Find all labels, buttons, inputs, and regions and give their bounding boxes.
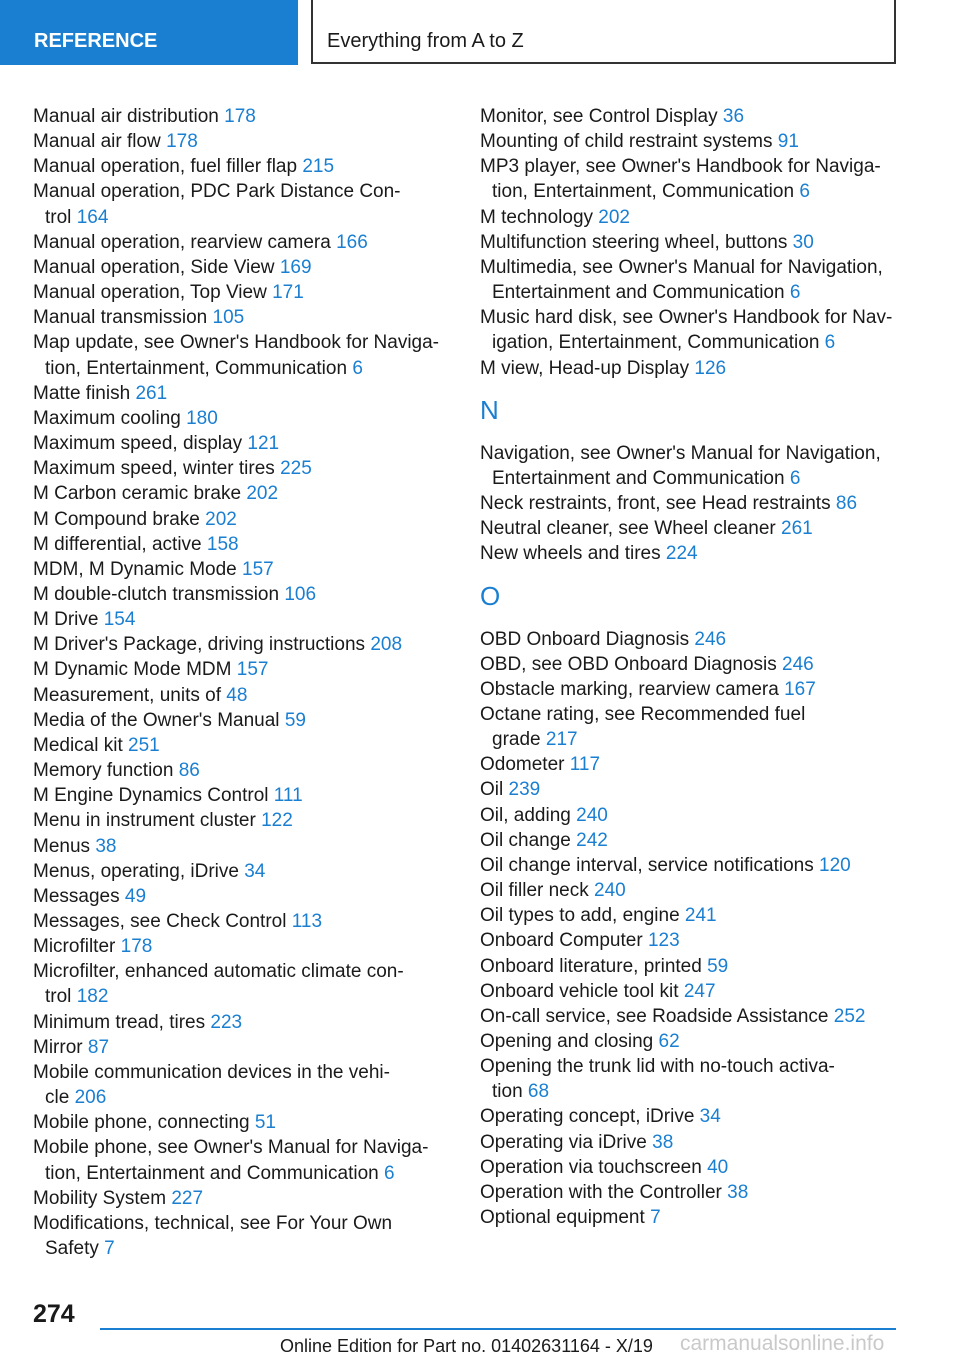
page-reference-link[interactable]: 62 (658, 1031, 680, 1052)
index-entry (33, 834, 453, 859)
index-term: Maximum cooling (33, 407, 181, 429)
index-letter-n: N (480, 394, 499, 425)
page-reference-link[interactable]: 261 (135, 382, 168, 404)
index-term: Microfilter (33, 936, 116, 958)
index-entry (480, 516, 900, 541)
page-reference-link[interactable]: 251 (128, 734, 160, 756)
index-entry (33, 909, 453, 934)
index-entry (33, 884, 453, 909)
index-term: Music hard disk, see Owner's Handbook for Nav- igation, Entertainment, Communication (480, 307, 893, 354)
index-entry (480, 828, 900, 853)
index-group-m-continued (480, 104, 900, 381)
page-reference-link[interactable]: 182 (76, 986, 109, 1008)
page-reference-link[interactable]: 7 (650, 1207, 661, 1229)
index-term: Monitor, see Control Display (480, 106, 718, 127)
index-term: Neck restraints, front, see Head restraints (480, 493, 831, 515)
index-entry (33, 1035, 453, 1060)
index-group-n (480, 441, 900, 567)
page-reference-link[interactable]: 171 (272, 282, 304, 304)
page-number: 274 (33, 1300, 75, 1328)
index-entry (33, 179, 453, 229)
index-term: Oil filler neck (480, 880, 589, 902)
index-term: Messages, see Check Control (33, 911, 287, 932)
index-entry (33, 783, 453, 808)
index-term: Oil (480, 779, 504, 801)
index-entry (33, 758, 453, 783)
index-group-o (480, 627, 900, 1231)
watermark: carmanualsonline.info (680, 1332, 885, 1355)
index-term: Mounting of child restraint systems (480, 131, 773, 153)
index-entry (33, 255, 453, 280)
page-reference-link[interactable]: 40 (707, 1156, 729, 1178)
page-reference-link[interactable]: 36 (722, 106, 745, 127)
page-reference-link[interactable]: 38 (95, 835, 117, 857)
index-term: Optional equipment (480, 1207, 645, 1229)
index-entry (480, 356, 900, 381)
index-entry (480, 491, 900, 516)
index-term: M Driver's Package, driving instructions (33, 634, 366, 656)
index-entry (480, 954, 900, 979)
index-term: Maximum speed, display (33, 433, 243, 455)
page-reference-link[interactable]: 7 (104, 1238, 115, 1260)
index-entry (33, 381, 453, 406)
page-reference-link[interactable]: 215 (302, 156, 335, 178)
index-term: Manual air flow (33, 131, 161, 153)
index-entry (33, 632, 453, 657)
page-reference-link[interactable]: 86 (178, 760, 200, 782)
page-reference-link[interactable]: 30 (792, 231, 814, 253)
page-reference-link[interactable]: 202 (246, 483, 279, 505)
page-reference-link[interactable]: 246 (694, 628, 727, 650)
page-reference-link[interactable]: 180 (186, 407, 218, 429)
index-entry (33, 808, 453, 833)
page-reference-link[interactable]: 91 (777, 131, 799, 153)
index-term: Manual operation, fuel filler flap (33, 156, 298, 178)
index-term: M technology (480, 206, 594, 228)
index-term: Mobile phone, connecting (33, 1112, 250, 1134)
index-entry (33, 733, 453, 758)
page-reference-link[interactable]: 208 (370, 634, 403, 656)
index-term: Manual air distribution (33, 106, 219, 127)
page-reference-link[interactable]: 59 (284, 709, 306, 731)
index-entry (480, 752, 900, 777)
index-term: Mirror (33, 1036, 83, 1058)
index-entry (480, 1004, 900, 1029)
footer-edition: Online Edition for Part no. 01402631164 - X/19 (280, 1336, 653, 1356)
page-reference-link[interactable]: 6 (824, 332, 836, 354)
page-reference-link[interactable]: 158 (206, 533, 239, 555)
index-entry (33, 230, 453, 255)
index-entry (33, 557, 453, 582)
index-entry (33, 280, 453, 305)
index-entry (480, 104, 900, 129)
index-term: M view, Head-up Display (480, 357, 690, 379)
index-term: Media of the Owner's Manual (33, 709, 280, 731)
index-term: Oil change interval, service notifications (480, 854, 814, 876)
index-entry (480, 1104, 900, 1129)
index-term: MP3 player, see Owner's Handbook for Naviga- tion, Entertainment, Communication (480, 156, 881, 203)
page-reference-link[interactable]: 121 (247, 433, 280, 455)
index-entry (33, 582, 453, 607)
index-entry (480, 230, 900, 255)
index-entry (33, 406, 453, 431)
index-entry (33, 129, 453, 154)
index-entry (480, 441, 900, 491)
index-term: M Engine Dynamics Control (33, 785, 269, 807)
index-entry (480, 205, 900, 230)
page-reference-link[interactable]: 34 (244, 860, 266, 882)
index-entry (33, 934, 453, 959)
page-reference-link[interactable]: 6 (799, 181, 810, 203)
index-entry (480, 154, 900, 204)
page-reference-link[interactable]: 164 (76, 206, 109, 228)
index-term: Menus, operating, iDrive (33, 860, 239, 882)
index-term: Odometer (480, 754, 565, 776)
page-reference-link[interactable]: 157 (236, 659, 269, 681)
index-term: M differential, active (33, 533, 202, 555)
index-entry (33, 532, 453, 557)
index-term: M double-clutch transmission (33, 583, 280, 605)
page-reference-link[interactable]: 169 (279, 256, 312, 278)
page-reference-link[interactable]: 34 (699, 1106, 721, 1128)
index-term: Mobility System (33, 1187, 167, 1209)
index-entry (33, 959, 453, 1009)
index-term: M Compound brake (33, 508, 200, 530)
index-entry (33, 1110, 453, 1135)
page-reference-link[interactable]: 202 (205, 508, 237, 530)
index-term: Matte finish (33, 382, 131, 404)
page-reference-link[interactable]: 6 (384, 1162, 395, 1184)
index-entry (480, 702, 900, 752)
index-entry (480, 1130, 900, 1155)
index-entry (33, 507, 453, 532)
index-term: M Dynamic Mode MDM (33, 659, 232, 681)
index-term: Oil types to add, engine (480, 905, 680, 927)
page-reference-link[interactable]: 117 (569, 754, 601, 776)
index-term: Multifunction steering wheel, buttons (480, 231, 788, 253)
page-reference-link[interactable]: 202 (598, 206, 630, 228)
page-reference-link[interactable]: 111 (273, 785, 303, 807)
index-term: Onboard literature, printed (480, 955, 702, 977)
page-reference-link[interactable]: 123 (647, 930, 680, 952)
page-reference-link[interactable]: 120 (819, 854, 851, 876)
index-entry (480, 853, 900, 878)
index-entry (33, 330, 453, 380)
index-entry (480, 803, 900, 828)
index-entry (33, 1060, 453, 1110)
page-reference-link[interactable]: 86 (835, 493, 858, 515)
index-entry (33, 154, 453, 179)
index-term: Onboard Computer (480, 930, 643, 952)
index-entry (480, 903, 900, 928)
index-term: Map update, see Owner's Handbook for Naviga- tion, Entertainment, Communication (33, 332, 440, 379)
page-reference-link[interactable]: 113 (291, 911, 323, 932)
index-term: Operating via iDrive (480, 1131, 647, 1153)
page-reference-link[interactable]: 6 (789, 467, 801, 489)
index-entry (33, 1010, 453, 1035)
page-reference-link[interactable]: 38 (727, 1181, 749, 1203)
index-term: Manual operation, PDC Park Distance Con- trol (33, 181, 401, 228)
index-entry (33, 305, 453, 330)
page-reference-link[interactable]: 51 (254, 1112, 276, 1134)
index-entry (33, 859, 453, 884)
index-term: New wheels and tires (480, 543, 661, 565)
index-entry (480, 1205, 900, 1230)
page-reference-link[interactable]: 242 (576, 829, 608, 851)
footer-divider (100, 1328, 896, 1330)
index-term: Manual operation, Top View (33, 282, 267, 304)
index-entry (33, 431, 453, 456)
index-term: Octane rating, see Recommended fuel grade (480, 703, 806, 751)
page-reference-link[interactable]: 217 (545, 729, 578, 751)
index-term: Mobile phone, see Owner's Manual for Naviga- tion, Entertainment and Communication (33, 1137, 429, 1184)
page-reference-link[interactable]: 240 (576, 804, 608, 826)
index-entry (33, 683, 453, 708)
index-term: Neutral cleaner, see Wheel cleaner (480, 518, 776, 540)
index-term: Microfilter, enhanced automatic climate con- trol (33, 961, 404, 1008)
index-entry (480, 1180, 900, 1205)
index-entry (33, 104, 453, 129)
page-reference-link[interactable]: 154 (103, 609, 136, 631)
page-reference-link[interactable]: 225 (280, 458, 312, 480)
page-reference-link[interactable]: 6 (352, 357, 363, 379)
index-term: Oil change (480, 829, 571, 851)
index-entry (33, 1135, 453, 1185)
page-reference-link[interactable]: 166 (336, 231, 368, 253)
index-term: Oil, adding (480, 804, 571, 826)
index-term: MDM, M Dynamic Mode (33, 558, 237, 580)
page-reference-link[interactable]: 157 (242, 558, 274, 580)
page-reference-link[interactable]: 246 (782, 653, 814, 675)
page-heading: Everything from A to Z (311, 0, 896, 64)
index-term: Mobile communication devices in the vehi- cle (33, 1061, 390, 1109)
page-reference-link[interactable]: 59 (707, 955, 729, 977)
index-term: OBD Onboard Diagnosis (480, 628, 690, 650)
page-reference-link[interactable]: 87 (87, 1036, 110, 1058)
index-term: Manual transmission (33, 307, 208, 329)
section-tab: REFERENCE (0, 0, 298, 65)
index-term: Opening the trunk lid with no-touch activa- tion (480, 1056, 835, 1103)
index-entry (480, 652, 900, 677)
index-term: Manual operation, Side View (33, 256, 275, 278)
page-reference-link[interactable]: 224 (665, 543, 698, 565)
page-reference-link[interactable]: 6 (789, 282, 801, 304)
index-entry (33, 456, 453, 481)
page-reference-link[interactable]: 227 (171, 1187, 204, 1209)
page-reference-link[interactable]: 178 (120, 936, 153, 958)
page-reference-link[interactable]: 38 (652, 1131, 674, 1153)
index-term: Multimedia, see Owner's Manual for Navigation, Entertainment and Communication (480, 256, 883, 304)
index-term: Modifications, technical, see For Your Own Safety (33, 1212, 393, 1260)
index-term: M Carbon ceramic brake (33, 483, 242, 505)
index-term: Navigation, see Owner's Manual for Navigation, Entertainment and Communication (480, 442, 881, 489)
index-entry (480, 1155, 900, 1180)
index-term: Operation with the Controller (480, 1181, 722, 1203)
page-reference-link[interactable]: 239 (508, 779, 541, 801)
page-reference-link[interactable]: 240 (594, 880, 626, 902)
index-column-left (33, 104, 453, 1261)
index-entry (33, 1186, 453, 1211)
index-entry (480, 878, 900, 903)
index-term: Messages (33, 885, 120, 907)
index-term: Medical kit (33, 734, 123, 756)
page-reference-link[interactable]: 223 (210, 1011, 243, 1033)
index-entry (480, 979, 900, 1004)
index-entry (480, 1054, 900, 1104)
page-reference-link[interactable]: 178 (224, 106, 256, 127)
index-entry (480, 777, 900, 802)
index-term: Opening and closing (480, 1031, 654, 1052)
index-term: Manual operation, rearview camera (33, 231, 331, 253)
page-reference-link[interactable]: 126 (694, 357, 727, 379)
page-reference-link[interactable]: 261 (781, 518, 813, 540)
index-term: Operating concept, iDrive (480, 1106, 695, 1128)
index-entry (33, 708, 453, 733)
index-entry (480, 255, 900, 305)
index-term: Onboard vehicle tool kit (480, 980, 679, 1002)
index-entry (33, 481, 453, 506)
page-reference-link[interactable]: 49 (124, 885, 147, 907)
index-term: Minimum tread, tires (33, 1011, 206, 1033)
index-term: Operation via touchscreen (480, 1156, 702, 1178)
page-reference-link[interactable]: 167 (784, 678, 816, 700)
index-term: On-call service, see Roadside Assistance (480, 1005, 829, 1027)
index-entry (33, 607, 453, 632)
index-term: Maximum speed, winter tires (33, 458, 275, 480)
index-term: Memory function (33, 760, 174, 782)
index-entry (480, 928, 900, 953)
index-term: Measurement, units of (33, 684, 221, 706)
index-term: Obstacle marking, rearview camera (480, 678, 779, 700)
index-term: M Drive (33, 609, 99, 631)
page-reference-link[interactable]: 206 (74, 1087, 107, 1109)
index-entry (480, 1029, 900, 1054)
page-reference-link[interactable]: 178 (166, 131, 198, 153)
index-letter-o: O (480, 580, 501, 611)
index-entry (480, 305, 900, 355)
index-column-right (480, 104, 900, 1230)
index-term: Menus (33, 835, 91, 857)
page-reference-link[interactable]: 106 (284, 583, 317, 605)
page-reference-link[interactable]: 68 (527, 1081, 550, 1103)
index-entry (480, 627, 900, 652)
index-term: OBD, see OBD Onboard Diagnosis (480, 653, 777, 675)
index-entry (480, 129, 900, 154)
index-entry (33, 657, 453, 682)
index-entry (33, 1211, 453, 1261)
index-term: Menu in instrument cluster (33, 810, 256, 832)
index-entry (480, 677, 900, 702)
page-reference-link[interactable]: 252 (833, 1005, 866, 1027)
page-reference-link[interactable]: 122 (261, 810, 293, 832)
page-reference-link[interactable]: 105 (212, 307, 245, 329)
page-reference-link[interactable]: 241 (684, 905, 717, 927)
index-entry (480, 541, 900, 566)
page-reference-link[interactable]: 247 (683, 980, 716, 1002)
page-reference-link[interactable]: 48 (226, 684, 248, 706)
